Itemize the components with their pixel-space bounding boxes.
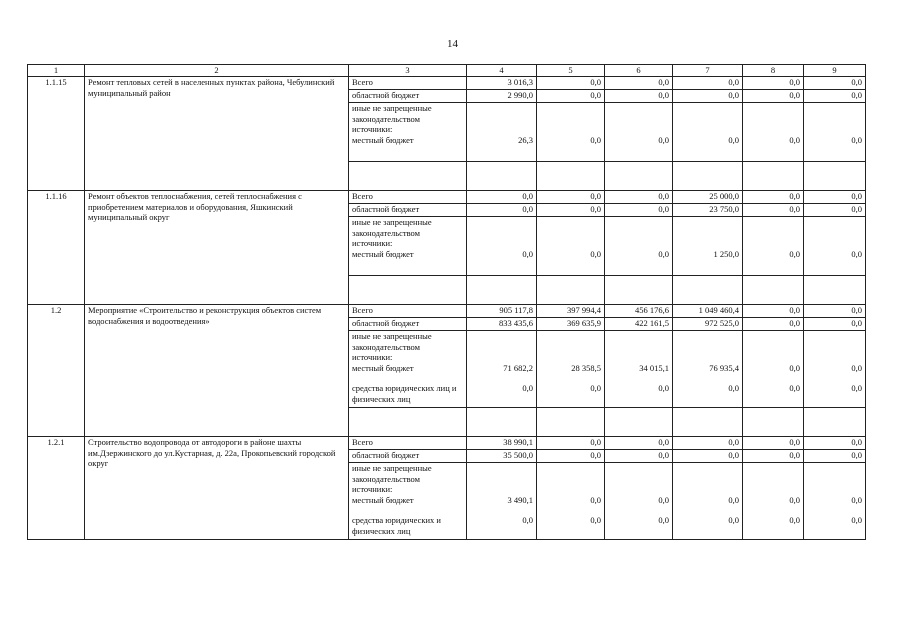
value-cell: 0,0 bbox=[743, 515, 804, 540]
value-cell: 0,0 bbox=[605, 204, 673, 217]
value-cell: 0,0 bbox=[804, 77, 866, 90]
value-cell bbox=[605, 331, 673, 384]
value-cell: 0,0 bbox=[804, 90, 866, 103]
source-other bbox=[349, 217, 467, 276]
value-cell bbox=[743, 463, 804, 516]
value-cell: 0,0 bbox=[804, 204, 866, 217]
value-cell bbox=[673, 331, 743, 384]
value-local: 0,0 bbox=[728, 134, 739, 145]
source-other-line: законодательством bbox=[352, 227, 421, 238]
empty-cell bbox=[605, 162, 673, 191]
value-cell bbox=[467, 331, 537, 384]
value-cell: 0,0 bbox=[804, 318, 866, 331]
value-cell: 0,0 bbox=[673, 90, 743, 103]
row-name: Ремонт тепловых сетей в населенных пунктах района, Чебулинский муниципальный район bbox=[85, 77, 349, 191]
value-cell bbox=[537, 103, 605, 162]
budget-table bbox=[27, 64, 866, 540]
value-cell bbox=[673, 103, 743, 162]
value-cell: 0,0 bbox=[605, 77, 673, 90]
value-cell bbox=[467, 217, 537, 276]
empty-cell bbox=[605, 276, 673, 305]
value-cell: 35 500,0 bbox=[467, 450, 537, 463]
value-cell: 0,0 bbox=[605, 383, 673, 408]
value-local: 3 490,1 bbox=[507, 494, 533, 505]
value-cell: 397 994,4 bbox=[537, 305, 605, 318]
empty-cell bbox=[349, 408, 467, 437]
empty-cell bbox=[804, 276, 866, 305]
header-cell: 8 bbox=[743, 65, 804, 77]
value-cell: 25 000,0 bbox=[673, 191, 743, 204]
empty-cell bbox=[804, 162, 866, 191]
value-cell: 0,0 bbox=[743, 191, 804, 204]
source-other-line: законодательством bbox=[352, 113, 421, 124]
value-cell: 2 990,0 bbox=[467, 90, 537, 103]
value-cell: 833 435,6 bbox=[467, 318, 537, 331]
empty-cell bbox=[467, 162, 537, 191]
value-cell bbox=[537, 217, 605, 276]
source-legal: средства юридических и физических лиц bbox=[349, 515, 467, 540]
empty-cell bbox=[537, 276, 605, 305]
value-local: 34 015,1 bbox=[639, 362, 669, 373]
value-cell bbox=[673, 463, 743, 516]
empty-cell bbox=[537, 162, 605, 191]
empty-cell bbox=[673, 276, 743, 305]
empty-cell bbox=[467, 408, 537, 437]
value-local: 0,0 bbox=[658, 494, 669, 505]
source-total: Всего bbox=[349, 305, 467, 318]
value-cell: 456 176,6 bbox=[605, 305, 673, 318]
empty-cell bbox=[743, 162, 804, 191]
source-other-line: иные не запрещенные bbox=[352, 103, 432, 113]
header-cell: 2 bbox=[85, 65, 349, 77]
row-name: Ремонт объектов теплоснабжения, сетей теплоснабжения с приобретением материалов и оборудования, Яшкинский муниципальный округ bbox=[85, 191, 349, 305]
value-local: 0,0 bbox=[728, 494, 739, 505]
value-cell: 0,0 bbox=[673, 450, 743, 463]
source-regional: областной бюджет bbox=[349, 450, 467, 463]
source-local: местный бюджет bbox=[352, 248, 414, 259]
value-cell: 0,0 bbox=[605, 191, 673, 204]
empty-cell bbox=[605, 408, 673, 437]
value-cell: 0,0 bbox=[673, 437, 743, 450]
source-other-line: законодательством bbox=[352, 341, 421, 352]
value-cell: 0,0 bbox=[537, 437, 605, 450]
value-local: 0,0 bbox=[851, 134, 862, 145]
value-cell bbox=[605, 463, 673, 516]
source-local: местный бюджет bbox=[352, 494, 414, 505]
empty-cell bbox=[673, 162, 743, 191]
value-local: 0,0 bbox=[789, 494, 800, 505]
header-cell: 9 bbox=[804, 65, 866, 77]
value-cell: 0,0 bbox=[537, 450, 605, 463]
source-other-line: источники: bbox=[352, 238, 393, 248]
value-cell: 0,0 bbox=[804, 191, 866, 204]
value-cell: 0,0 bbox=[537, 515, 605, 540]
value-cell: 0,0 bbox=[804, 305, 866, 318]
source-local: местный бюджет bbox=[352, 362, 414, 373]
value-cell bbox=[605, 217, 673, 276]
value-cell bbox=[743, 103, 804, 162]
value-cell: 0,0 bbox=[804, 515, 866, 540]
value-cell: 0,0 bbox=[743, 318, 804, 331]
value-local: 0,0 bbox=[851, 248, 862, 259]
empty-cell bbox=[743, 408, 804, 437]
value-local: 26,3 bbox=[518, 134, 533, 145]
source-other-line: источники: bbox=[352, 352, 393, 362]
table-row bbox=[28, 437, 866, 450]
value-cell: 422 161,5 bbox=[605, 318, 673, 331]
source-other-line: иные не запрещенные bbox=[352, 463, 432, 473]
value-cell: 0,0 bbox=[673, 77, 743, 90]
header-cell: 5 bbox=[537, 65, 605, 77]
value-cell: 0,0 bbox=[537, 90, 605, 103]
value-local: 1 250,0 bbox=[713, 248, 739, 259]
value-cell: 0,0 bbox=[605, 515, 673, 540]
source-other-line: законодательством bbox=[352, 473, 421, 484]
source-other-line: иные не запрещенные bbox=[352, 331, 432, 341]
value-cell: 0,0 bbox=[804, 450, 866, 463]
value-cell: 23 750,0 bbox=[673, 204, 743, 217]
value-cell: 0,0 bbox=[467, 191, 537, 204]
value-cell: 905 117,8 bbox=[467, 305, 537, 318]
value-cell bbox=[537, 463, 605, 516]
row-code: 1.1.15 bbox=[28, 77, 85, 191]
value-local: 0,0 bbox=[789, 134, 800, 145]
value-cell: 1 049 460,4 bbox=[673, 305, 743, 318]
value-cell: 0,0 bbox=[743, 77, 804, 90]
header-row bbox=[28, 65, 866, 77]
value-cell: 0,0 bbox=[673, 383, 743, 408]
value-cell: 0,0 bbox=[605, 437, 673, 450]
table-row bbox=[28, 77, 866, 90]
value-cell: 0,0 bbox=[743, 90, 804, 103]
source-local: местный бюджет bbox=[352, 134, 414, 145]
value-cell bbox=[605, 103, 673, 162]
value-cell bbox=[804, 463, 866, 516]
value-cell bbox=[673, 217, 743, 276]
source-regional: областной бюджет bbox=[349, 90, 467, 103]
value-cell: 0,0 bbox=[743, 437, 804, 450]
header-cell: 6 bbox=[605, 65, 673, 77]
source-other bbox=[349, 331, 467, 384]
empty-cell bbox=[743, 276, 804, 305]
value-local: 0,0 bbox=[851, 494, 862, 505]
value-cell: 0,0 bbox=[673, 515, 743, 540]
value-cell: 3 016,3 bbox=[467, 77, 537, 90]
value-local: 71 682,2 bbox=[503, 362, 533, 373]
value-local: 0,0 bbox=[590, 248, 601, 259]
value-local: 0,0 bbox=[789, 248, 800, 259]
value-cell bbox=[467, 103, 537, 162]
value-cell: 0,0 bbox=[467, 204, 537, 217]
source-legal: средства юридических лиц и физических лиц bbox=[349, 383, 467, 408]
value-cell bbox=[537, 331, 605, 384]
value-cell bbox=[743, 217, 804, 276]
value-cell: 0,0 bbox=[537, 204, 605, 217]
empty-cell bbox=[537, 408, 605, 437]
value-cell bbox=[804, 217, 866, 276]
source-total: Всего bbox=[349, 437, 467, 450]
value-local: 0,0 bbox=[590, 494, 601, 505]
value-cell bbox=[804, 331, 866, 384]
value-local: 0,0 bbox=[658, 134, 669, 145]
page-number: 14 bbox=[447, 38, 458, 50]
value-local: 76 935,4 bbox=[709, 362, 739, 373]
empty-cell bbox=[349, 162, 467, 191]
source-other bbox=[349, 463, 467, 516]
value-cell: 0,0 bbox=[605, 450, 673, 463]
value-local: 0,0 bbox=[522, 248, 533, 259]
value-local: 0,0 bbox=[789, 362, 800, 373]
value-cell: 0,0 bbox=[537, 77, 605, 90]
table-row bbox=[28, 305, 866, 318]
value-cell: 0,0 bbox=[537, 383, 605, 408]
value-cell: 369 635,9 bbox=[537, 318, 605, 331]
source-other bbox=[349, 103, 467, 162]
value-cell: 0,0 bbox=[467, 383, 537, 408]
value-cell: 0,0 bbox=[743, 305, 804, 318]
value-local: 0,0 bbox=[658, 248, 669, 259]
row-code: 1.2 bbox=[28, 305, 85, 437]
row-code: 1.1.16 bbox=[28, 191, 85, 305]
value-cell: 0,0 bbox=[743, 383, 804, 408]
header-cell: 1 bbox=[28, 65, 85, 77]
value-cell: 0,0 bbox=[467, 515, 537, 540]
source-total: Всего bbox=[349, 191, 467, 204]
table-row bbox=[28, 191, 866, 204]
value-cell: 38 990,1 bbox=[467, 437, 537, 450]
empty-cell bbox=[804, 408, 866, 437]
source-regional: областной бюджет bbox=[349, 318, 467, 331]
value-cell: 0,0 bbox=[537, 191, 605, 204]
value-local: 28 358,5 bbox=[571, 362, 601, 373]
value-cell bbox=[743, 331, 804, 384]
value-local: 0,0 bbox=[851, 362, 862, 373]
header-cell: 7 bbox=[673, 65, 743, 77]
source-total: Всего bbox=[349, 77, 467, 90]
value-cell: 0,0 bbox=[743, 204, 804, 217]
row-name: Строительство водопровода от автодороги в районе шахты им.Дзержинского до ул.Кустарная, д. 22а, Прокопьевский городской округ bbox=[85, 437, 349, 540]
value-cell: 0,0 bbox=[804, 383, 866, 408]
value-cell: 0,0 bbox=[804, 437, 866, 450]
header-cell: 3 bbox=[349, 65, 467, 77]
value-cell: 0,0 bbox=[605, 90, 673, 103]
source-other-line: источники: bbox=[352, 124, 393, 134]
value-cell: 0,0 bbox=[743, 450, 804, 463]
empty-cell bbox=[349, 276, 467, 305]
row-name: Мероприятие «Строительство и реконструкция объектов систем водоснабжения и водоотведения» bbox=[85, 305, 349, 437]
row-code: 1.2.1 bbox=[28, 437, 85, 540]
value-local: 0,0 bbox=[590, 134, 601, 145]
source-other-line: источники: bbox=[352, 484, 393, 494]
value-cell bbox=[804, 103, 866, 162]
empty-cell bbox=[467, 276, 537, 305]
source-regional: областной бюджет bbox=[349, 204, 467, 217]
value-cell bbox=[467, 463, 537, 516]
value-cell: 972 525,0 bbox=[673, 318, 743, 331]
empty-cell bbox=[673, 408, 743, 437]
header-cell: 4 bbox=[467, 65, 537, 77]
source-other-line: иные не запрещенные bbox=[352, 217, 432, 227]
